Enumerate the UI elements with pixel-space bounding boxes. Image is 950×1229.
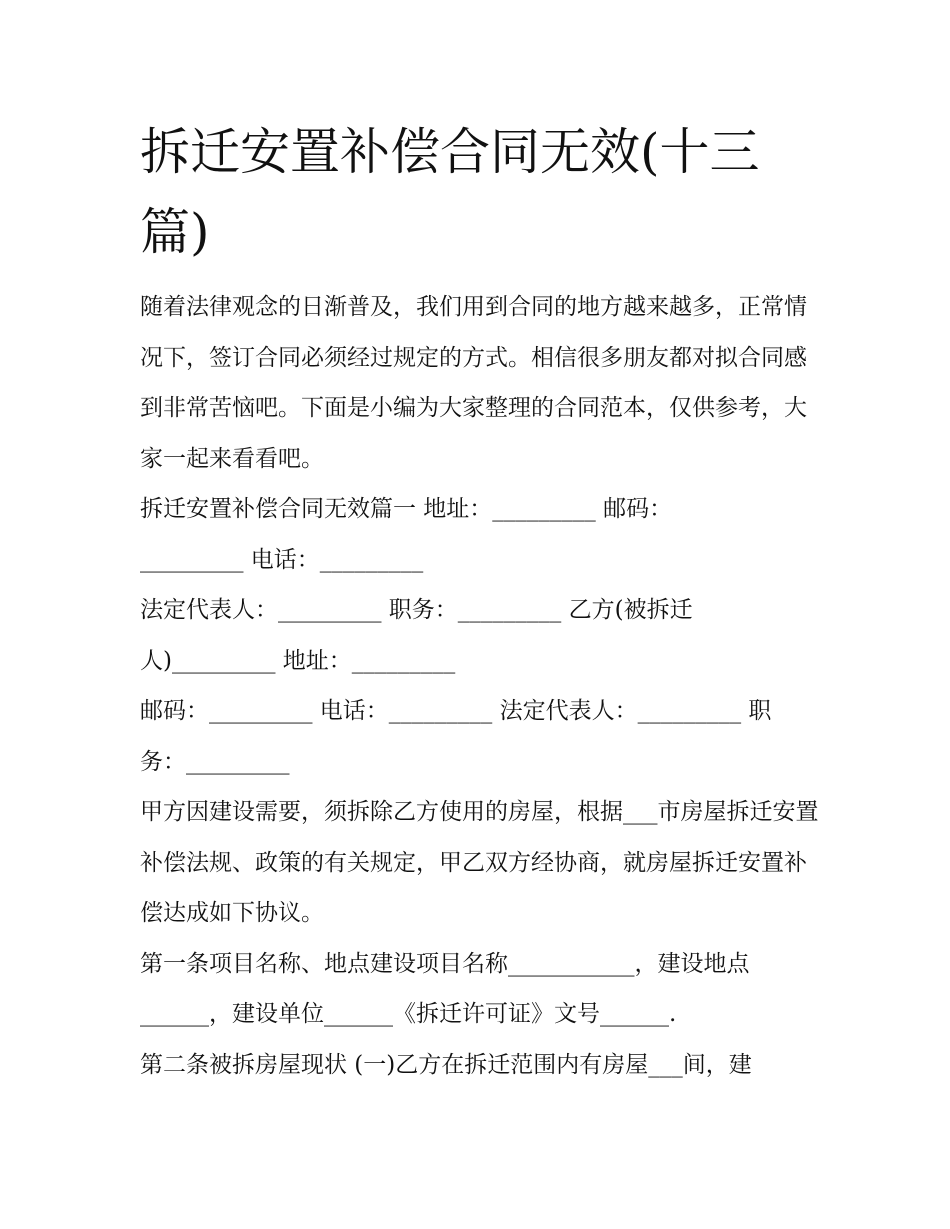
agreement-preamble-paragraph: 甲方因建设需要，须拆除乙方使用的房屋，根据___市房屋拆迁安置补偿法规、政策的有关规定，甲乙双方经协商，就房屋拆迁安置补偿达成如下协议。 (140, 799, 819, 926)
intro-paragraph: 随着法律观念的日渐普及，我们用到合同的地方越来越多，正常情况下，签订合同必须经过规定的方式。相信很多朋友都对拟合同感到非常苦恼吧。下面是小编为大家整理的合同范本，仅供参考，大家一起来看看吧。 (140, 294, 807, 472)
document-title: 拆迁安置补偿合同无效(十三篇) (140, 123, 760, 261)
party-b-contact-paragraph: 邮码：_________ 电话：_________ 法定代表人：_________ 职务：_________ (140, 698, 772, 775)
article-two-paragraph: 第二条被拆房屋现状 (一)乙方在拆迁范围内有房屋___间，建 (140, 1051, 752, 1078)
document-page (140, 112, 820, 1090)
party-a-representative-paragraph: 法定代表人：_________ 职务：_________ 乙方(被拆迁人)_________ 地址：_________ (140, 597, 693, 674)
article-one-paragraph: 第一条项目名称、地点建设项目名称___________，建设地点______，建设单位______《拆迁许可证》文号______. (140, 950, 750, 1027)
party-a-address-paragraph: 拆迁安置补偿合同无效篇一 地址：_________ 邮码：_________ 电话：_________ (140, 496, 673, 573)
